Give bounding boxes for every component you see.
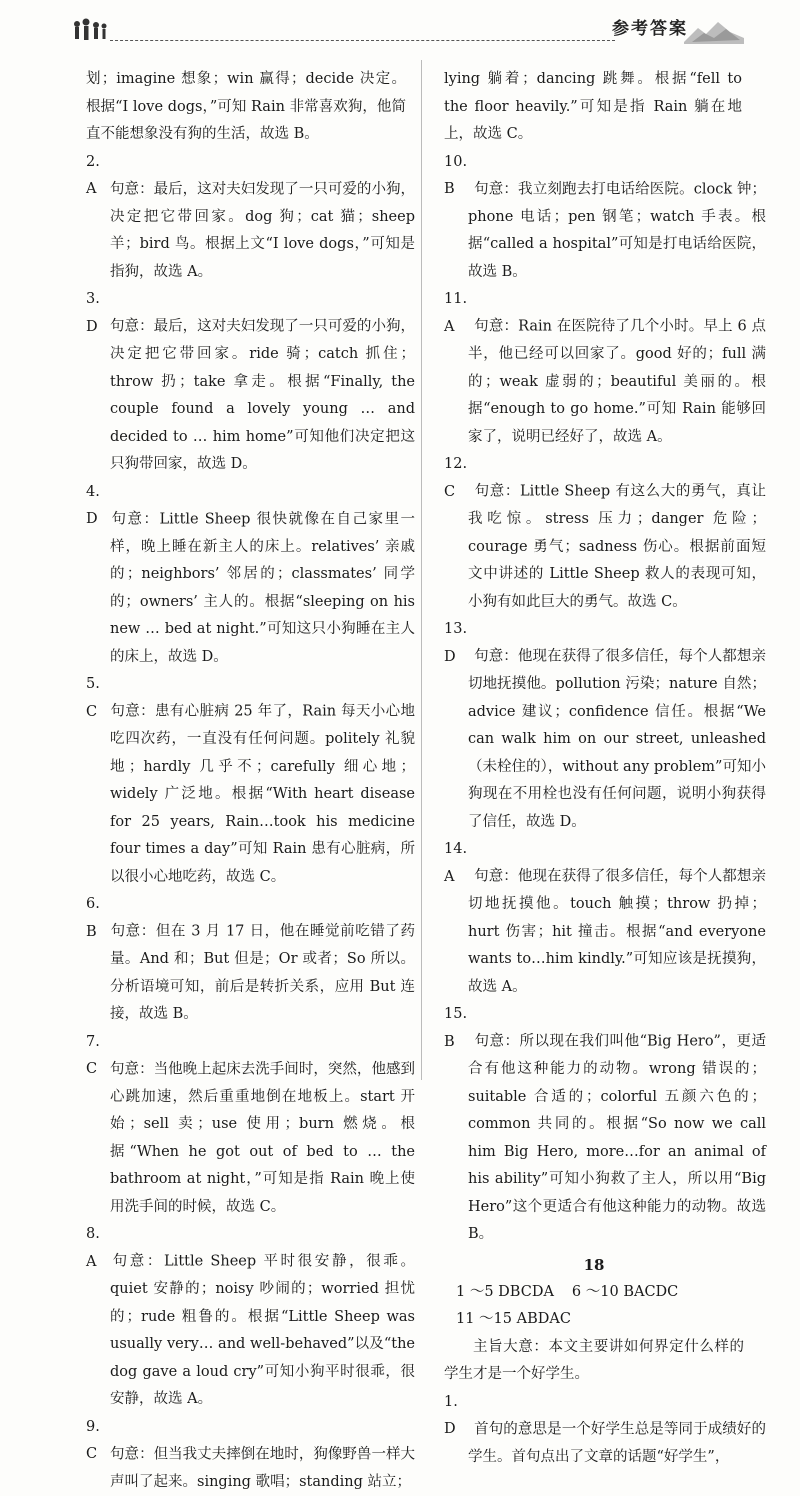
answer-item-5 — [86, 671, 415, 891]
page-header — [0, 0, 800, 50]
item-text: 句意：所以现在我们叫他“Big Hero”，更适合有他这种能力的动物。wrong 错误的；suitable 合适的；colorful 五颜六色的；common 共同的。根据“So now we call him Big Hero, more…for an animal of his ability”可知小狗救了主人，所以用“Big Hero”这个更适合有他这种能力的动物。故选 B。 — [468, 1034, 766, 1243]
item-number: 12. C — [444, 451, 474, 506]
item-number: 14. A — [444, 836, 474, 891]
answer-item-9 — [86, 1414, 415, 1496]
item-text: 句意：但当我丈夫摔倒在地时，狗像野兽一样大声叫了起来。singing 歌唱；standing 站立； — [110, 1446, 415, 1490]
answer-key-line-1 — [444, 1279, 744, 1307]
item-number: 11. A — [444, 286, 474, 341]
item-number: 10. B — [444, 149, 474, 204]
answer-item-11 — [444, 286, 766, 451]
item-text: 句意：但在 3 月 17 日，他在睡觉前吃错了药量。And 和；But 但是；Or 或者；So 所以。分析语境可知，前后是转折关系，应用 But 连接，故选 B。 — [110, 924, 415, 1023]
item-text: 首句的意思是一个好学生总是等同于成绩好的学生。首句点出了文章的话题“好学生”， — [468, 1421, 766, 1465]
answers-11-15: 11 ～15 ABDAC — [456, 1311, 571, 1327]
answer-item-8 — [86, 1221, 415, 1414]
item-text: 句意：Little Sheep 平时很安静，很乖。quiet 安静的；noisy 吵闹的；worried 担忧的；rude 粗鲁的。根据“Little Sheep was usually very… and well-behaved”以及“the dog gave a loud cry”可知小狗平时很乖，很安静，故选 A。 — [110, 1254, 415, 1408]
item-text: 句意：他现在获得了很多信任，每个人都想亲切地抚摸他。touch 触摸；throw 扔掉；hurt 伤害；hit 撞击。根据“and everyone wants to…him kindly.”可知应该是抚摸狗，故选 A。 — [468, 869, 766, 995]
left-continuation: 划；imagine 想象；win 赢得；decide 决定。根据“I love dogs，”可知 Rain 非常喜欢狗，他简直不能想象没有狗的生活，故选 B。 — [86, 66, 406, 149]
answers-1-5: 1 ～5 DBCDA — [456, 1284, 554, 1300]
item-number: 15. B — [444, 1001, 474, 1056]
right-continuation: lying 躺着；dancing 跳舞。根据“fell to the floor heavily.”可知是指 Rain 躺在地上，故选 C。 — [444, 66, 742, 149]
answer-item-12 — [444, 451, 766, 616]
item-text: 句意：他现在获得了很多信任，每个人都想亲切地抚摸他。pollution 污染；nature 自然；advice 建议；confidence 信任。根据“We can walk him on our street, unleashed（未栓住的），without any problem”可知小狗现在不用栓也没有任何问题，说明小狗获得了信任，故选 D。 — [468, 649, 766, 830]
answers-6-10: 6 ～10 BACDC — [572, 1284, 678, 1300]
item-number: 5. C — [86, 671, 110, 726]
left-column — [86, 66, 411, 1496]
answer-item-3 — [86, 286, 415, 479]
item-text: 句意：最后，这对夫妇发现了一只可爱的小狗，决定把它带回家。ride 骑；catch 抓住；throw 扔；take 拿走。根据“Finally, the couple found a lovely young … and decided to … him home”可知他们决定把这只狗带回家，故选 D。 — [110, 319, 415, 473]
item-text: 句意：Little Sheep 很快就像在自己家里一样，晚上睡在新主人的床上。relatives’ 亲戚的；neighbors’ 邻居的；classmates’ 同学的；owners’ 主人的。根据“sleeping on his new … bed at night.”可知这只小狗睡在主人的床上，故选 D。 — [110, 511, 415, 665]
answer-item-18-1 — [444, 1389, 766, 1472]
answer-item-13 — [444, 616, 766, 836]
answer-item-4 — [86, 479, 415, 672]
answer-key-line-2 — [444, 1306, 744, 1334]
answer-item-6 — [86, 891, 415, 1029]
item-text: 句意：当他晚上起床去洗手间时，突然，他感到心跳加速，然后重重地倒在地板上。start 开始；sell 卖；use 使用；burn 燃烧。根据“When he got out of bed to … the bathroom at night，”可知是指 Rain 晚上使用洗手间的时候，故选 C。 — [110, 1061, 415, 1215]
item-text: 句意：Rain 在医院待了几个小时。早上 6 点半，他已经可以回家了。good 好的；full 满的；weak 虚弱的；beautiful 美丽的。根据“enough to go home.”可知 Rain 能够回家了，说明已经好了，故选 A。 — [468, 319, 766, 445]
answer-item-2 — [86, 149, 415, 287]
answer-item-14 — [444, 836, 766, 1001]
answer-item-7 — [86, 1029, 415, 1222]
item-text: 句意：患有心脏病 25 年了，Rain 每天小心地吃四次药，一直没有任何问题。politely 礼貌地；hardly 几乎不；carefully 细心地；widely 广泛地。根据“With heart disease for 25 years, Rain…took his medicine four times a day”可知 Rain 患有心脏病，所以很小心地吃药，故选 C。 — [110, 704, 415, 885]
item-number: 13. D — [444, 616, 474, 671]
item-number: 9. C — [86, 1414, 110, 1469]
item-number: 4. D — [86, 479, 110, 534]
header-title: 参考答案 — [612, 14, 688, 39]
item-text: 句意：我立刻跑去打电话给医院。clock 钟；phone 电话；pen 钢笔；watch 手表。根据“called a hospital”可知是打电话给医院，故选 B。 — [468, 181, 766, 280]
item-number: 8. A — [86, 1221, 110, 1276]
item-text: 句意：最后，这对夫妇发现了一只可爱的小狗，决定把它带回家。dog 狗；cat 猫；sheep 羊；bird 鸟。根据上文“I love dogs，”可知是指狗，故选 A。 — [110, 181, 415, 280]
section-title: 18 — [444, 1251, 744, 1279]
item-number: 6. B — [86, 891, 110, 946]
item-number: 3. D — [86, 286, 110, 341]
summary: 主旨大意：本文主要讲如何界定什么样的学生才是一个好学生。 — [444, 1334, 744, 1389]
people-logo-icon — [72, 18, 108, 46]
item-number: 2. A — [86, 149, 110, 204]
answer-item-10 — [444, 149, 766, 287]
column-divider — [421, 60, 422, 1080]
answer-item-15 — [444, 1001, 766, 1249]
mountain-icon — [684, 16, 744, 46]
item-number: 7. C — [86, 1029, 110, 1084]
right-column — [444, 66, 744, 1471]
item-number: 1. D — [444, 1389, 474, 1444]
item-text: 句意：Little Sheep 有这么大的勇气，真让我吃惊。stress 压力；danger 危险；courage 勇气；sadness 伤心。根据前面短文中讲述的 Little Sheep 救人的表现可知，小狗有如此巨大的勇气。故选 C。 — [468, 484, 766, 610]
header-rule — [110, 40, 615, 41]
